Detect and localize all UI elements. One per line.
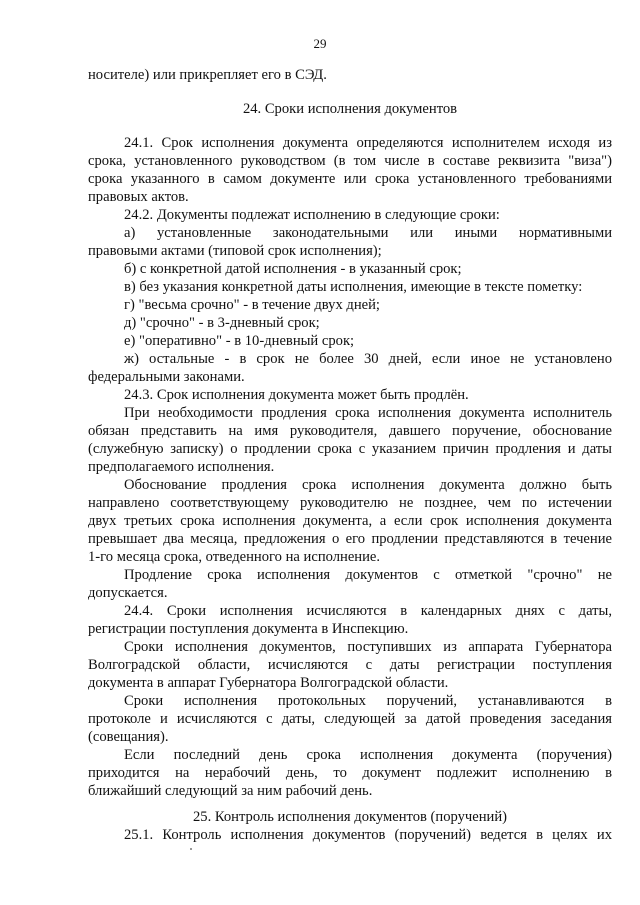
text-line: Продление срока исполнения документов с отметкой "срочно" не xyxy=(124,567,612,583)
text-line: срока, установленного руководством (в том числе в составе реквизита "виза") xyxy=(88,153,612,169)
text-line: д) "срочно" - в 3-дневный срок; xyxy=(124,315,320,331)
text-line: 24.4. Сроки исполнения исчисляются в календарных днях с даты, xyxy=(124,603,612,619)
text-line: правовыми актами (типовой срок исполнения); xyxy=(88,243,382,259)
text-line: ж) остальные - в срок не более 30 дней, если иное не установлено xyxy=(124,351,612,367)
text-line: превышает два месяца, предложения о его продлении представляются в течение xyxy=(88,531,612,547)
text-line: Сроки исполнения документов, поступивших из аппарата Губернатора xyxy=(124,639,612,655)
page-number: 29 xyxy=(313,36,327,51)
text-line: Обоснование продления срока исполнения документа должно быть xyxy=(124,477,612,493)
text-line: носителе) или прикрепляет его в СЭД. xyxy=(88,67,327,83)
text-line: 24.2. Документы подлежат исполнению в следующие сроки: xyxy=(124,207,500,223)
text-line: предполагаемого исполнения. xyxy=(88,459,275,475)
text-line: обязан представить на имя руководителя, давшего поручение, обоснование xyxy=(88,423,612,439)
text-line: 24.1. Срок исполнения документа определяются исполнителем исходя из xyxy=(124,135,612,151)
text-line: регистрации поступления документа в Инспекцию. xyxy=(88,621,409,637)
text-line: б) с конкретной датой исполнения - в указанный срок; xyxy=(124,261,462,277)
text-line: а) установленные законодательными или иными нормативными xyxy=(124,225,612,241)
text-line: е) "оперативно" - в 10-дневный срок; xyxy=(124,333,355,349)
text-line: При необходимости продления срока исполнения документа исполнитель xyxy=(124,405,612,421)
text-line: правовых актов. xyxy=(88,189,189,205)
text-line: федеральными законами. xyxy=(88,369,245,385)
text-line: Сроки исполнения протокольных поручений, устанавливаются в xyxy=(124,693,612,709)
text-line: 1-го месяца срока, отведенного на исполнение. xyxy=(88,549,381,565)
text-line: 24.3. Срок исполнения документа может быть продлён. xyxy=(124,387,469,403)
section-heading-25: 25. Контроль исполнения документов (поручений) xyxy=(192,809,508,825)
text-line: в) без указания конкретной даты исполнения, имеющие в тексте пометку: xyxy=(124,279,583,295)
text-line: двух третьих срока исполнения документа, а если срок исполнения документа xyxy=(88,513,612,529)
section-heading-24: 24. Сроки исполнения документов xyxy=(242,101,458,117)
text-line: протоколе и исчисляются с даты, следующей за датой проведения заседания xyxy=(88,711,612,727)
text-line: Волгоградской области, исчисляются с даты регистрации поступления xyxy=(88,657,612,673)
text-line: срока указанного в самом документе или срока установленного требованиями xyxy=(88,171,612,187)
text-line: приходится на нерабочий день, то документ подлежит исполнению в xyxy=(88,765,612,781)
text-line: (служебную записку) о продлении срока с указанием причин продления и даты xyxy=(88,441,612,457)
text-line: (совещания). xyxy=(88,729,169,745)
text-line: Если последний день срока исполнения документа (поручения) xyxy=(124,747,612,763)
text-line: документа в аппарат Губернатора Волгоградской области. xyxy=(88,675,449,691)
text-line: г) "весьма срочно" - в течение двух дней; xyxy=(124,297,380,313)
text-line: направлено соответствующему руководителю не позднее, чем по истечении xyxy=(88,495,612,511)
text-line: 25.1. Контроль исполнения документов (поручений) ведется в целях их xyxy=(124,827,612,843)
scan-speck xyxy=(190,848,192,850)
text-line: ближайший следующий за ним рабочий день. xyxy=(88,783,373,799)
text-line: допускается. xyxy=(88,585,168,601)
